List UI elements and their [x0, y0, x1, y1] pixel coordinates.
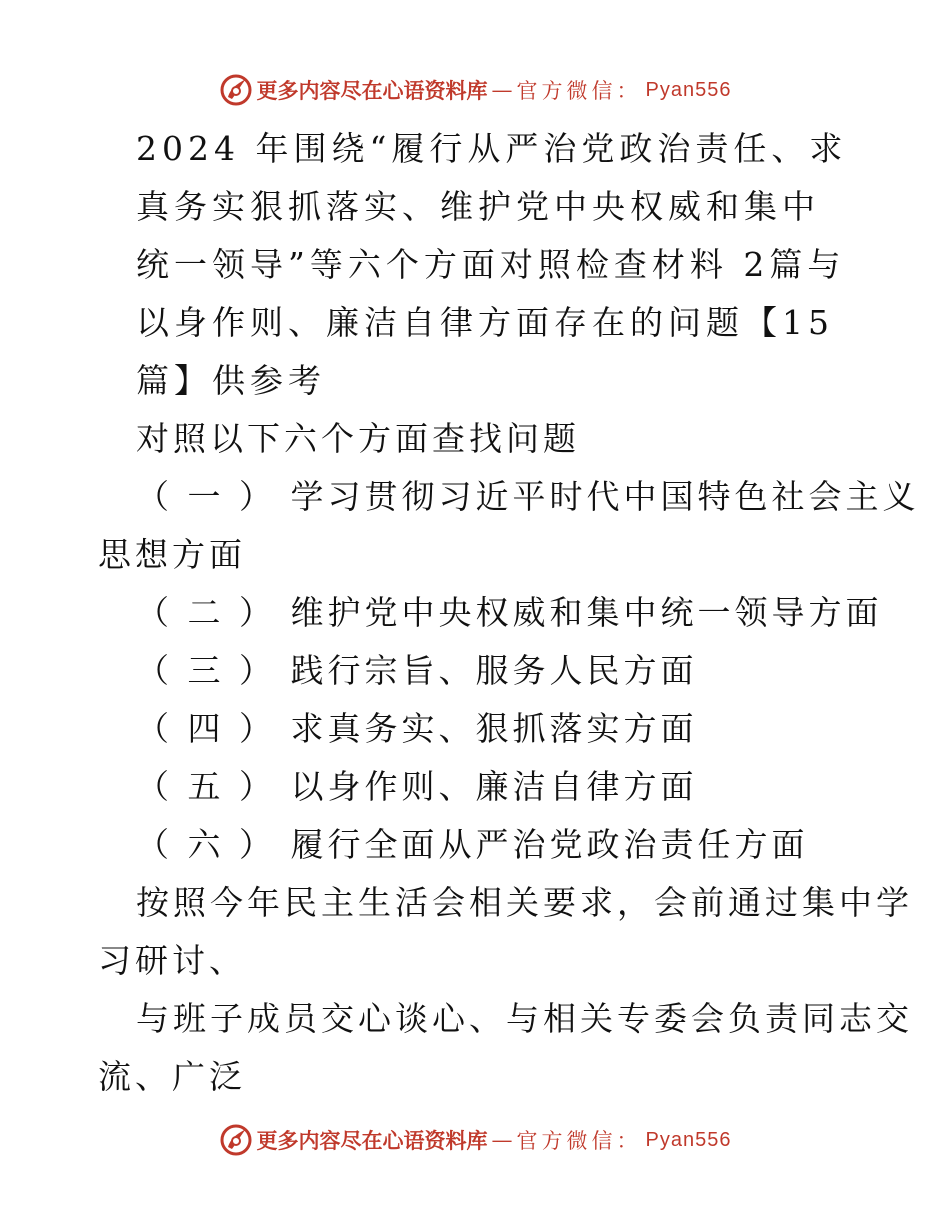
watermark-dash: —	[491, 1128, 513, 1152]
watermark-main-text: 更多内容尽在心语资料库	[256, 1128, 488, 1153]
list-item-2: （ 二 ） 维护党中央权威和集中统一领导方面	[136, 593, 883, 632]
paragraph-1-continuation: 习研讨、	[98, 941, 246, 980]
title-line-5: 篇】供参考	[136, 361, 326, 400]
flame-seal-logo-icon	[219, 1123, 253, 1157]
list-item-5: （ 五 ） 以身作则、廉洁自律方面	[136, 767, 698, 806]
title-line-4: 以身作则、廉洁自律方面存在的问题【15	[136, 303, 834, 342]
list-item-3: （ 三 ） 践行宗旨、服务人民方面	[136, 651, 698, 690]
list-item-6: （ 六 ） 履行全面从严治党政治责任方面	[136, 825, 809, 864]
watermark-wechat-label: 官方微信：	[516, 1129, 642, 1153]
watermark-wechat-id: Pyan556	[645, 78, 732, 101]
paragraph-1: 按照今年民主生活会相关要求，会前通过集中学	[136, 883, 913, 922]
list-item-1-continuation: 思想方面	[98, 535, 246, 574]
list-item-1: （ 一 ） 学习贯彻习近平时代中国特色社会主义	[136, 477, 920, 516]
title-line-3: 统一领导”等六个方面对照检查材料 2篇与	[136, 245, 846, 284]
watermark-main-text: 更多内容尽在心语资料库	[256, 78, 488, 103]
watermark-wechat-label: 官方微信：	[516, 79, 642, 103]
watermark-wechat-id: Pyan556	[645, 1128, 732, 1151]
title-line-2: 真务实狠抓落实、维护党中央权威和集中	[136, 187, 820, 226]
paragraph-2-continuation: 流、广泛	[98, 1057, 246, 1096]
header-watermark	[0, 70, 950, 110]
title-line-1: 2024 年围绕“履行从严治党政治责任、求	[136, 129, 848, 168]
watermark-dash: —	[491, 78, 513, 102]
footer-watermark	[0, 1120, 950, 1160]
flame-seal-logo-icon	[219, 73, 253, 107]
section-heading: 对照以下六个方面查找问题	[136, 419, 580, 458]
list-item-4: （ 四 ） 求真务实、狠抓落实方面	[136, 709, 698, 748]
paragraph-2: 与班子成员交心谈心、与相关专委会负责同志交	[136, 999, 913, 1038]
document-body	[98, 120, 920, 1106]
